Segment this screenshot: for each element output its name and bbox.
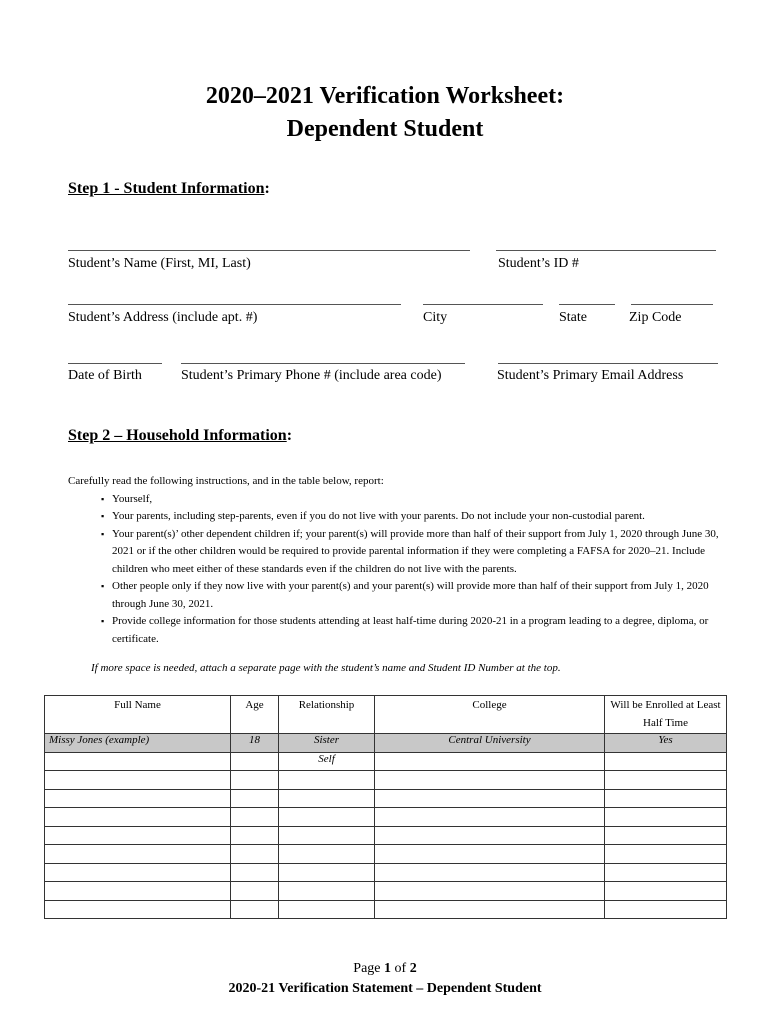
cell-age[interactable] [231, 900, 279, 919]
cell-name[interactable] [45, 752, 231, 771]
cell-name[interactable] [45, 808, 231, 827]
cell-name[interactable] [45, 900, 231, 919]
cell-relationship[interactable] [279, 826, 375, 845]
table-row [45, 808, 727, 827]
cell-age[interactable] [231, 826, 279, 845]
page-subtitle: Dependent Student [286, 116, 484, 142]
instructions-list [68, 491, 738, 649]
state-label: State [559, 310, 587, 325]
table-row [45, 826, 727, 845]
table-header-row [45, 696, 727, 734]
footer-statement: 2020-21 Verification Statement – Dependent Student [228, 981, 542, 996]
cell-age[interactable] [231, 845, 279, 864]
cell-age[interactable] [231, 771, 279, 790]
cell-name[interactable] [45, 863, 231, 882]
cell-college[interactable] [375, 900, 605, 919]
cell-college[interactable] [375, 845, 605, 864]
cell-relationship[interactable] [279, 789, 375, 808]
cell-college[interactable] [375, 863, 605, 882]
example-enrolled: Yes [605, 734, 727, 753]
cell-relationship-self: Self [279, 752, 375, 771]
table-row [45, 900, 727, 919]
address-label: Student’s Address (include apt. #) [68, 310, 258, 325]
example-row [45, 734, 727, 753]
cell-enrolled[interactable] [605, 826, 727, 845]
space-note: If more space is needed, attach a separate page with the student’s name and Student ID Number at the top. [91, 662, 561, 674]
page-title: 2020–2021 Verification Worksheet: [205, 83, 565, 109]
phone-label: Student’s Primary Phone # (include area code) [181, 368, 442, 383]
cell-enrolled[interactable] [605, 863, 727, 882]
example-age: 18 [231, 734, 279, 753]
table-row [45, 845, 727, 864]
cell-relationship[interactable] [279, 771, 375, 790]
cell-enrolled[interactable] [605, 882, 727, 901]
cell-relationship[interactable] [279, 845, 375, 864]
state-line[interactable] [559, 304, 615, 305]
instruction-item: ▪ Provide college information for those students attending at least half-time during 2020-21 in a program leading to a degree, diploma, or certificate. [112, 613, 738, 648]
cell-relationship[interactable] [279, 882, 375, 901]
cell-college[interactable] [375, 826, 605, 845]
email-label: Student’s Primary Email Address [497, 368, 684, 383]
instruction-item: ▪ Other people only if they now live with your parent(s) and your parent(s) will provide more than half of their support from July 1, 2020 through June 30, 2021. [112, 578, 738, 613]
cell-relationship[interactable] [279, 808, 375, 827]
id-line[interactable] [496, 250, 716, 251]
cell-age[interactable] [231, 789, 279, 808]
header-age: Age [231, 696, 279, 734]
cell-enrolled[interactable] [605, 789, 727, 808]
cell-enrolled[interactable] [605, 771, 727, 790]
cell-age[interactable] [231, 863, 279, 882]
instruction-item: ▪ Your parents, including step-parents, even if you do not live with your parents. Do not include your non-custodial parent. [112, 508, 738, 526]
email-line[interactable] [498, 363, 718, 364]
cell-name[interactable] [45, 845, 231, 864]
cell-name[interactable] [45, 771, 231, 790]
cell-relationship[interactable] [279, 863, 375, 882]
address-line[interactable] [68, 304, 401, 305]
header-full-name: Full Name [45, 696, 231, 734]
cell-college[interactable] [375, 752, 605, 771]
page-number: Page 1 of 2 [353, 961, 417, 976]
cell-age[interactable] [231, 808, 279, 827]
city-label: City [423, 310, 448, 325]
cell-name[interactable] [45, 826, 231, 845]
cell-enrolled[interactable] [605, 752, 727, 771]
cell-college[interactable] [375, 789, 605, 808]
table-row [45, 863, 727, 882]
name-line[interactable] [68, 250, 470, 251]
cell-college[interactable] [375, 882, 605, 901]
cell-enrolled[interactable] [605, 808, 727, 827]
example-name: Missy Jones (example) [45, 734, 231, 753]
instructions [68, 473, 738, 648]
example-relationship: Sister [279, 734, 375, 753]
cell-name[interactable] [45, 882, 231, 901]
id-label: Student’s ID # [498, 256, 579, 271]
phone-line[interactable] [181, 363, 465, 364]
cell-enrolled[interactable] [605, 845, 727, 864]
cell-age[interactable] [231, 882, 279, 901]
cell-age[interactable] [231, 752, 279, 771]
header-relationship: Relationship [279, 696, 375, 734]
cell-college[interactable] [375, 771, 605, 790]
instruction-item: ▪ Your parent(s)’ other dependent children if; your parent(s) will provide more than half of their support from July 1, 2020 through June 30, 2021 or if the other children would be required to provide parental information if they were completing a FAFSA for 2020–21. Include children who meet either of these standards even if the children do not live with the parents. [112, 526, 738, 579]
header-enrolled: Will be Enrolled at Least Half Time [605, 696, 727, 734]
household-table [44, 695, 727, 919]
instructions-intro: Carefully read the following instructions, and in the table below, report: [68, 475, 384, 487]
zip-label: Zip Code [629, 310, 682, 325]
cell-enrolled[interactable] [605, 900, 727, 919]
zip-line[interactable] [631, 304, 713, 305]
table-row [45, 752, 727, 771]
dob-label: Date of Birth [68, 368, 142, 383]
step1-heading: Step 1 - Student Information: [68, 180, 270, 197]
dob-line[interactable] [68, 363, 162, 364]
city-line[interactable] [423, 304, 543, 305]
name-label: Student’s Name (First, MI, Last) [68, 256, 251, 271]
table-row [45, 771, 727, 790]
instruction-item: ▪ Yourself, [112, 491, 738, 509]
table-row [45, 789, 727, 808]
cell-relationship[interactable] [279, 900, 375, 919]
step2-heading: Step 2 – Household Information: [68, 427, 293, 444]
header-college: College [375, 696, 605, 734]
cell-name[interactable] [45, 789, 231, 808]
example-college: Central University [375, 734, 605, 753]
cell-college[interactable] [375, 808, 605, 827]
table-row [45, 882, 727, 901]
